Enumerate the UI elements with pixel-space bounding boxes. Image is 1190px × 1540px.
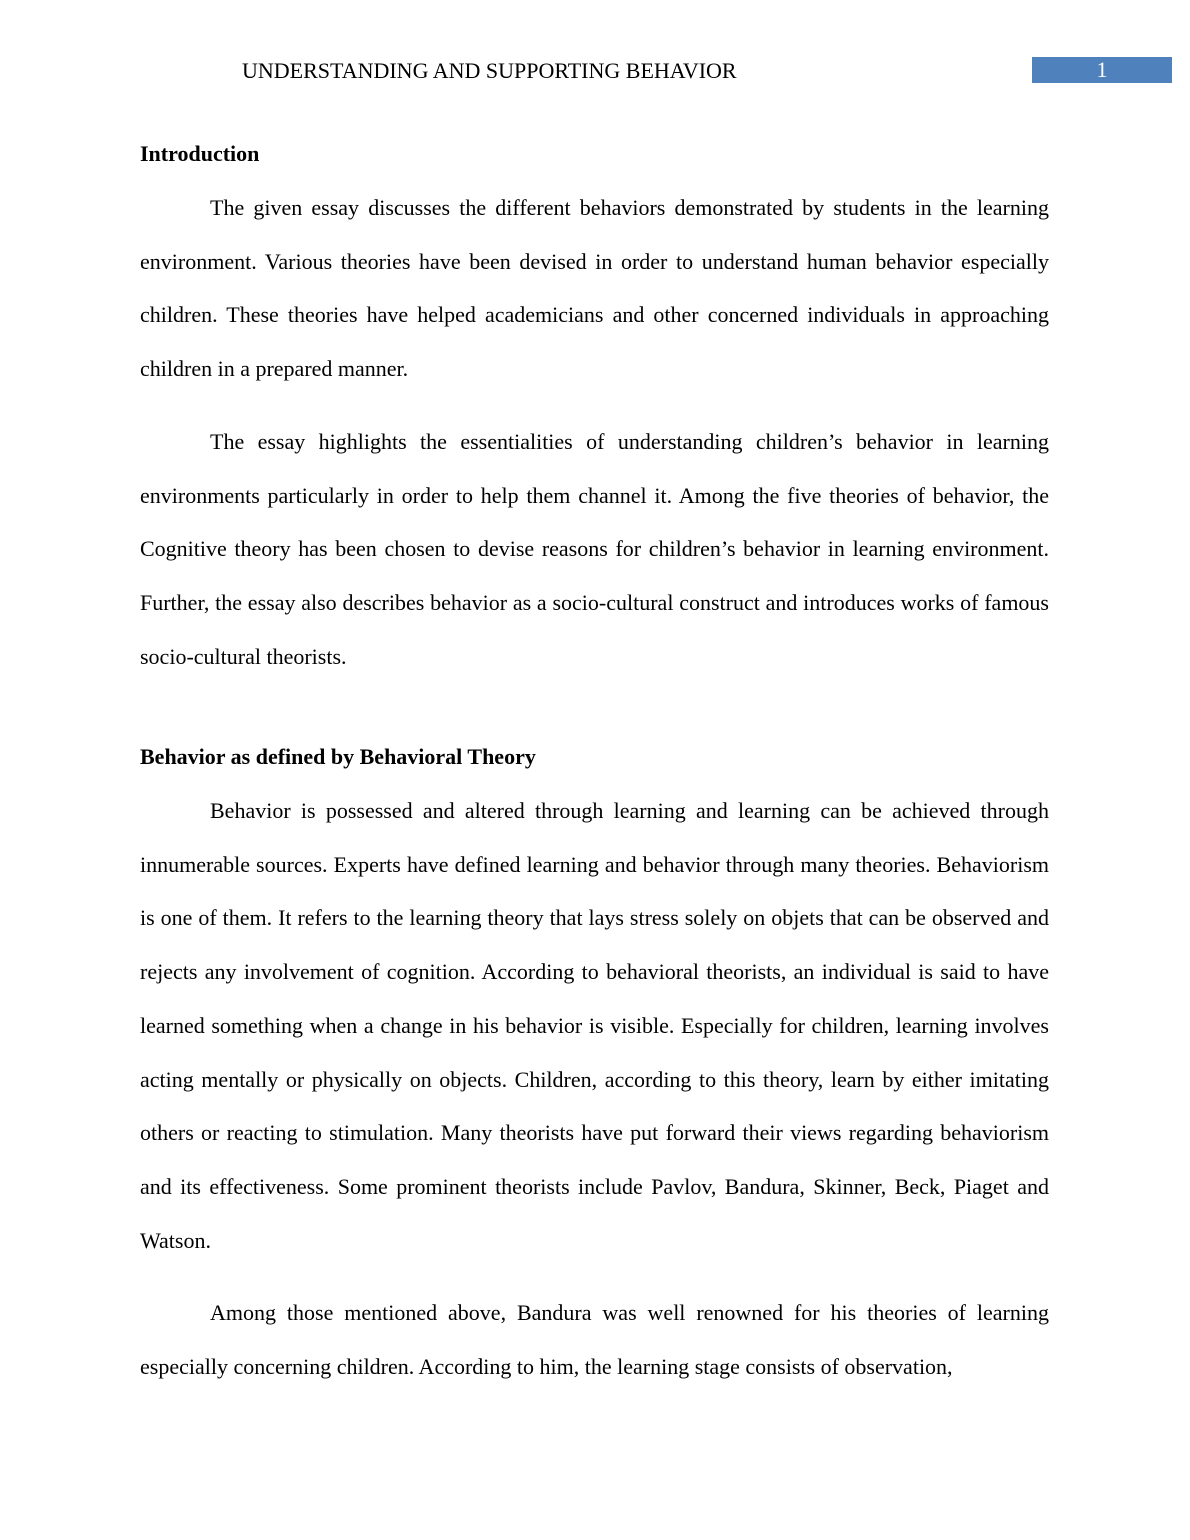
paragraph-behavioral-1: Behavior is possessed and altered through learning and learning can be achieved through innumerable sources. Experts have defined learning and behavior through many theories. Behaviorism is one of them. It refers to the learning theory that lays stress solely on objets that can be observed and rejects any involvement of cognition. According to behavioral theorists, an individual is said to have learned something when a change in his behavior is visible. Especially for children, learning involves acting mentally or physically on objects. Children, according to this theory, learn by either imitating others or reacting to stimulation. Many theorists have put forward their views regarding behaviorism and its effectiveness. Some prominent theorists include Pavlov, Bandura, Skinner, Beck, Piaget and Watson. xyxy=(140,798,1049,1253)
paragraph-behavioral-2: Among those mentioned above, Bandura was well renowned for his theories of learning especially concerning children. According to him, the learning stage consists of observation, xyxy=(140,1300,1049,1379)
section-heading-behavioral-theory: Behavior as defined by Behavioral Theory xyxy=(140,744,536,769)
paragraph-intro-2: The essay highlights the essentialities of understanding children’s behavior in learning environments particularly in order to help them channel it. Among the five theories of behavior, the Cognitive theory has been chosen to devise reasons for children’s behavior in learning environment. Further, the essay also describes behavior as a socio-cultural construct and introduces works of famous socio-cultural theorists. xyxy=(140,429,1049,669)
running-header-title: UNDERSTANDING AND SUPPORTING BEHAVIOR xyxy=(242,58,737,83)
page-number: 1 xyxy=(1032,57,1172,83)
section-heading-introduction: Introduction xyxy=(140,141,260,166)
paragraph-intro-1: The given essay discusses the different behaviors demonstrated by students in the learning environment. Various theories have been devised in order to understand human behavior especially children. These theories have helped academicians and other concerned individuals in approaching children in a prepared manner. xyxy=(140,195,1049,382)
